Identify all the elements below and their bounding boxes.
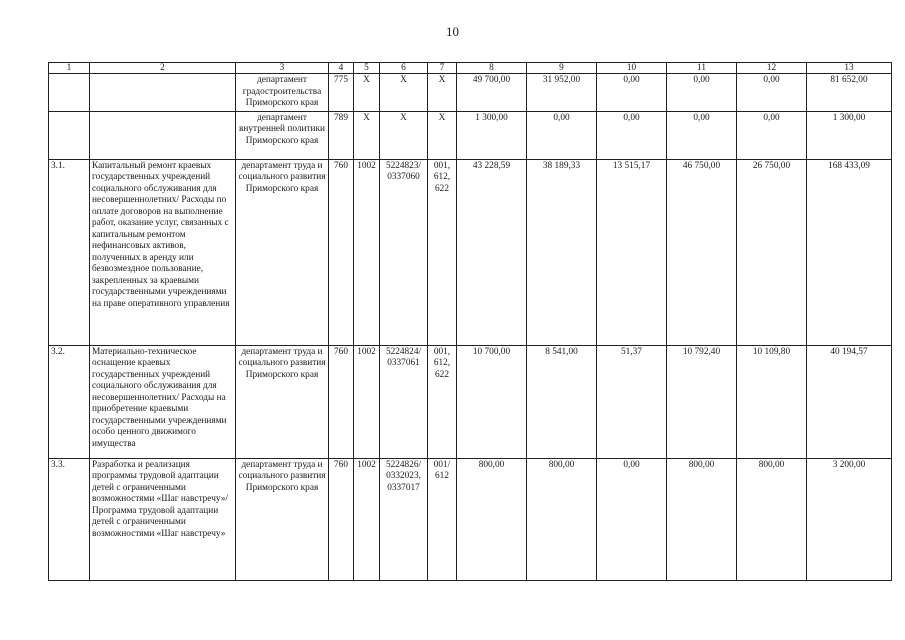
row-col12: 0,00 [737,74,807,112]
header-cell: 5 [354,63,380,74]
row-number [49,111,90,159]
row-col10: 13 515,17 [597,159,667,345]
row-number: 3.2. [49,345,90,458]
header-cell: 10 [597,63,667,74]
row-number [49,74,90,112]
row-col7: 001, 612, 622 [428,159,457,345]
row-number: 3.3. [49,458,90,580]
row-name: Разработка и реализация программы трудовой адаптации детей с ограниченными возможностями «Шаг навстречу»/ Программа трудовой адаптации детей с ограниченными возможностями «Шаг навстречу» [90,458,236,580]
row-col11: 10 792,40 [667,345,737,458]
row-name: Материально-техническое оснащение краевых государственных учреждений социального обслуживания для несовершеннолетних/ Расходы на приобретение краевыми государственными учреждениями особо ценного движимого имущества [90,345,236,458]
row-col13: 1 300,00 [807,111,892,159]
row-col4: 789 [329,111,354,159]
table-row [49,111,892,159]
header-cell: 9 [527,63,597,74]
row-col10: 0,00 [597,111,667,159]
row-col4: 760 [329,345,354,458]
row-col8: 1 300,00 [457,111,527,159]
row-col8: 49 700,00 [457,74,527,112]
header-cell: 8 [457,63,527,74]
row-name [90,74,236,112]
row-col6: 5224824/ 0337061 [380,345,428,458]
row-executor: департамент труда и социального развития Приморского края [236,345,329,458]
header-cell: 2 [90,63,236,74]
row-executor: департамент градостроительства Приморского края [236,74,329,112]
row-col12: 10 109,80 [737,345,807,458]
row-col9: 0,00 [527,111,597,159]
row-col5: 1002 [354,458,380,580]
row-col7: Х [428,74,457,112]
row-col7: 001/ 612 [428,458,457,580]
row-col8: 10 700,00 [457,345,527,458]
row-executor: департамент труда и социального развития Приморского края [236,159,329,345]
table-row [49,458,892,580]
row-col9: 8 541,00 [527,345,597,458]
row-col11: 46 750,00 [667,159,737,345]
row-col10: 0,00 [597,74,667,112]
row-col8: 800,00 [457,458,527,580]
row-col5: 1002 [354,159,380,345]
row-col5: 1002 [354,345,380,458]
row-col12: 0,00 [737,111,807,159]
header-cell: 4 [329,63,354,74]
row-col6: 5224823/ 0337060 [380,159,428,345]
row-col4: 775 [329,74,354,112]
row-col12: 26 750,00 [737,159,807,345]
row-col10: 0,00 [597,458,667,580]
row-col8: 43 228,59 [457,159,527,345]
row-col4: 760 [329,458,354,580]
row-col5: Х [354,111,380,159]
row-col6: Х [380,111,428,159]
row-col11: 800,00 [667,458,737,580]
header-cell: 11 [667,63,737,74]
row-col12: 800,00 [737,458,807,580]
row-executor: департамент труда и социального развития Приморского края [236,458,329,580]
budget-table [48,62,892,581]
row-col13: 81 652,00 [807,74,892,112]
row-col4: 760 [329,159,354,345]
row-col13: 3 200,00 [807,458,892,580]
header-cell: 3 [236,63,329,74]
table-row [49,345,892,458]
table-row [49,159,892,345]
page-number: 10 [446,24,459,39]
row-col5: Х [354,74,380,112]
row-col7: Х [428,111,457,159]
row-col6: 5224826/ 0332023, 0337017 [380,458,428,580]
row-executor: департамент внутренней политики Приморского края [236,111,329,159]
header-cell: 6 [380,63,428,74]
header-row [49,63,892,74]
table-row [49,74,892,112]
row-col9: 800,00 [527,458,597,580]
row-col13: 168 433,09 [807,159,892,345]
row-col7: 001, 612, 622 [428,345,457,458]
row-col9: 38 189,33 [527,159,597,345]
row-number: 3.1. [49,159,90,345]
row-col9: 31 952,00 [527,74,597,112]
row-col11: 0,00 [667,74,737,112]
header-cell: 13 [807,63,892,74]
row-col13: 40 194,57 [807,345,892,458]
header-cell: 12 [737,63,807,74]
row-col10: 51,37 [597,345,667,458]
header-cell: 1 [49,63,90,74]
row-col6: Х [380,74,428,112]
row-col11: 0,00 [667,111,737,159]
header-cell: 7 [428,63,457,74]
row-name: Капитальный ремонт краевых государственных учреждений социального обслуживания для несовершеннолетних/ Расходы по оплате договоров на выполнение работ, оказание услуг, связанных с капитальным ремонтом нефинансовых активов, полученных в аренду или безвозмездное пользование, закрепленных за краевыми государственными учреждениями на праве оперативного управления [90,159,236,345]
row-name [90,111,236,159]
